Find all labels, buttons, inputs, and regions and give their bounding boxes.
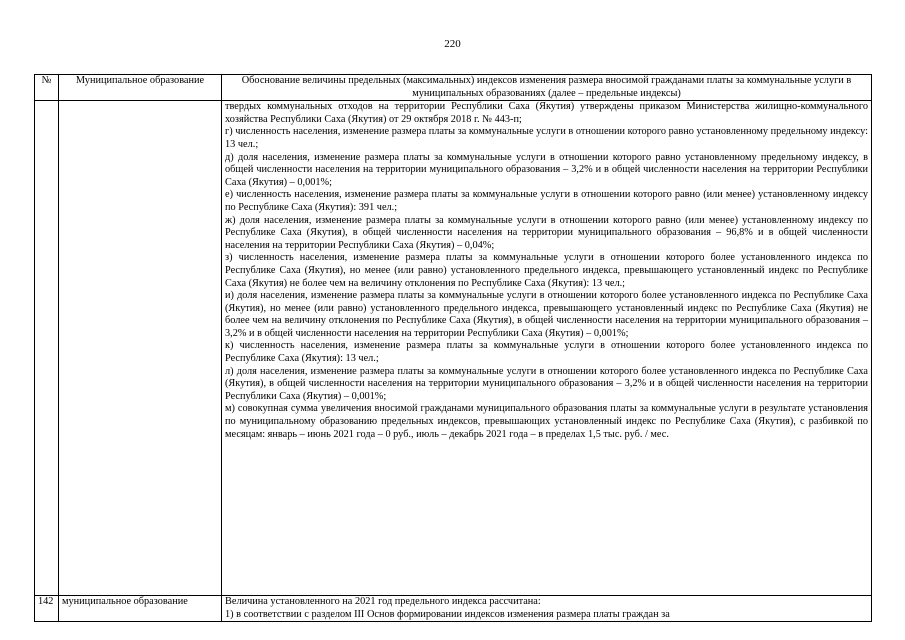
paragraph: д) доля населения, изменение размера платы за коммунальные услуги в отношении которого равно установленному предельному индексу, в общей численности населения на территории муниципального образования – 3,2% и в общей численности населения на территории Республики Саха (Якутия) – 0,001%; (225, 151, 868, 188)
paragraph: Величина установленного на 2021 год предельного индекса рассчитана: (225, 596, 541, 608)
paragraph: е) численность населения, изменение размера платы за коммунальные услуги в отношении которого равно (или менее) установленному индексу по Республике Саха (Якутия): 391 чел.; (225, 189, 868, 213)
table-row (35, 596, 872, 622)
paragraph: 1) в соответствии с разделом III Основ формировании индексов изменения размера платы граждан за (225, 608, 670, 620)
municipality-cell: муниципальное образование (59, 596, 222, 622)
table-header-row (35, 75, 872, 101)
paragraph: м) совокупная сумма увеличения вносимой гражданами муниципального образования платы за коммунальные услуги в результате установления по муниципальному образованию предельных индексов, превышающих установленный индекс по Республике Саха (Якутия), с разбивкой по месяцам: январь – июнь 2021 года – 0 руб., июль – декабрь 2021 года – в пределах 1,5 тыс. руб. / мес. (225, 403, 868, 440)
paragraph: твердых коммунальных отходов на территории Республики Саха (Якутия) утверждены приказом Министерства жилищно-коммунального хозяйства Республики Саха (Якутия) от 29 октября 2018 г. № 443-п; (225, 101, 868, 125)
justification-table (34, 74, 872, 622)
row-number-cell: 142 (35, 596, 59, 622)
paragraph: г) численность населения, изменение размера платы за коммунальные услуги в отношении которого равно установленному предельному индексу: 13 чел.; (225, 126, 868, 150)
paragraph: л) доля населения, изменение размера платы за коммунальные услуги в отношении которого более установленного индекса по Республике Саха (Якутия), в общей численности населения на территории муниципального образования – 3,2% и в общей численности населения на территории Республики Саха (Якутия) – 0,001%; (225, 365, 868, 402)
page-number: 220 (444, 38, 461, 50)
justification-cell (222, 596, 872, 622)
header-number: № (35, 75, 59, 101)
header-justification: Обоснование величины предельных (максимальных) индексов изменения размера вносимой гражданами платы за коммунальные услуги в муниципальных образованиях (далее – предельные индексы) (222, 75, 872, 101)
paragraph: ж) доля населения, изменение размера платы за коммунальные услуги в отношении которого равно (или менее) установленному индексу по Республике Саха (Якутия), в общей численности населения на территории муниципального образования – 96,8% и в общей численности населения на территории Республики Саха (Якутия) – 0,04%; (225, 214, 868, 251)
paragraph: и) доля населения, изменение размера платы за коммунальные услуги в отношении которого более установленного индекса по Республике Саха (Якутия), но менее (или равно) установленного предельного индекса, превышающего установленный индекс по Республике Саха (Якутия) не более чем на величину отклонения по Республике Саха (Якутия), в общей численности населения на территории муниципального образования – 3,2% и в общей численности населения на территории Республики Саха (Якутия) – 0,001%; (225, 290, 868, 339)
justification-cell (222, 101, 872, 596)
header-municipality: Муниципальное образование (59, 75, 222, 101)
paragraph: з) численность населения, изменение размера платы за коммунальные услуги в отношении которого более установленного индекса по Республике Саха (Якутия), но менее (или равно) установленного предельного индекса, превышающего установленный индекс по Республике Саха (Якутия) не более чем на величину отклонения по Республике Саха (Якутия): 13 чел.; (225, 252, 868, 289)
table-row (35, 101, 872, 596)
row-number-cell (35, 101, 59, 596)
municipality-cell (59, 101, 222, 596)
paragraph: к) численность населения, изменение размера платы за коммунальные услуги в отношении которого более установленного индекса по Республике Саха (Якутия): 13 чел.; (225, 340, 868, 365)
